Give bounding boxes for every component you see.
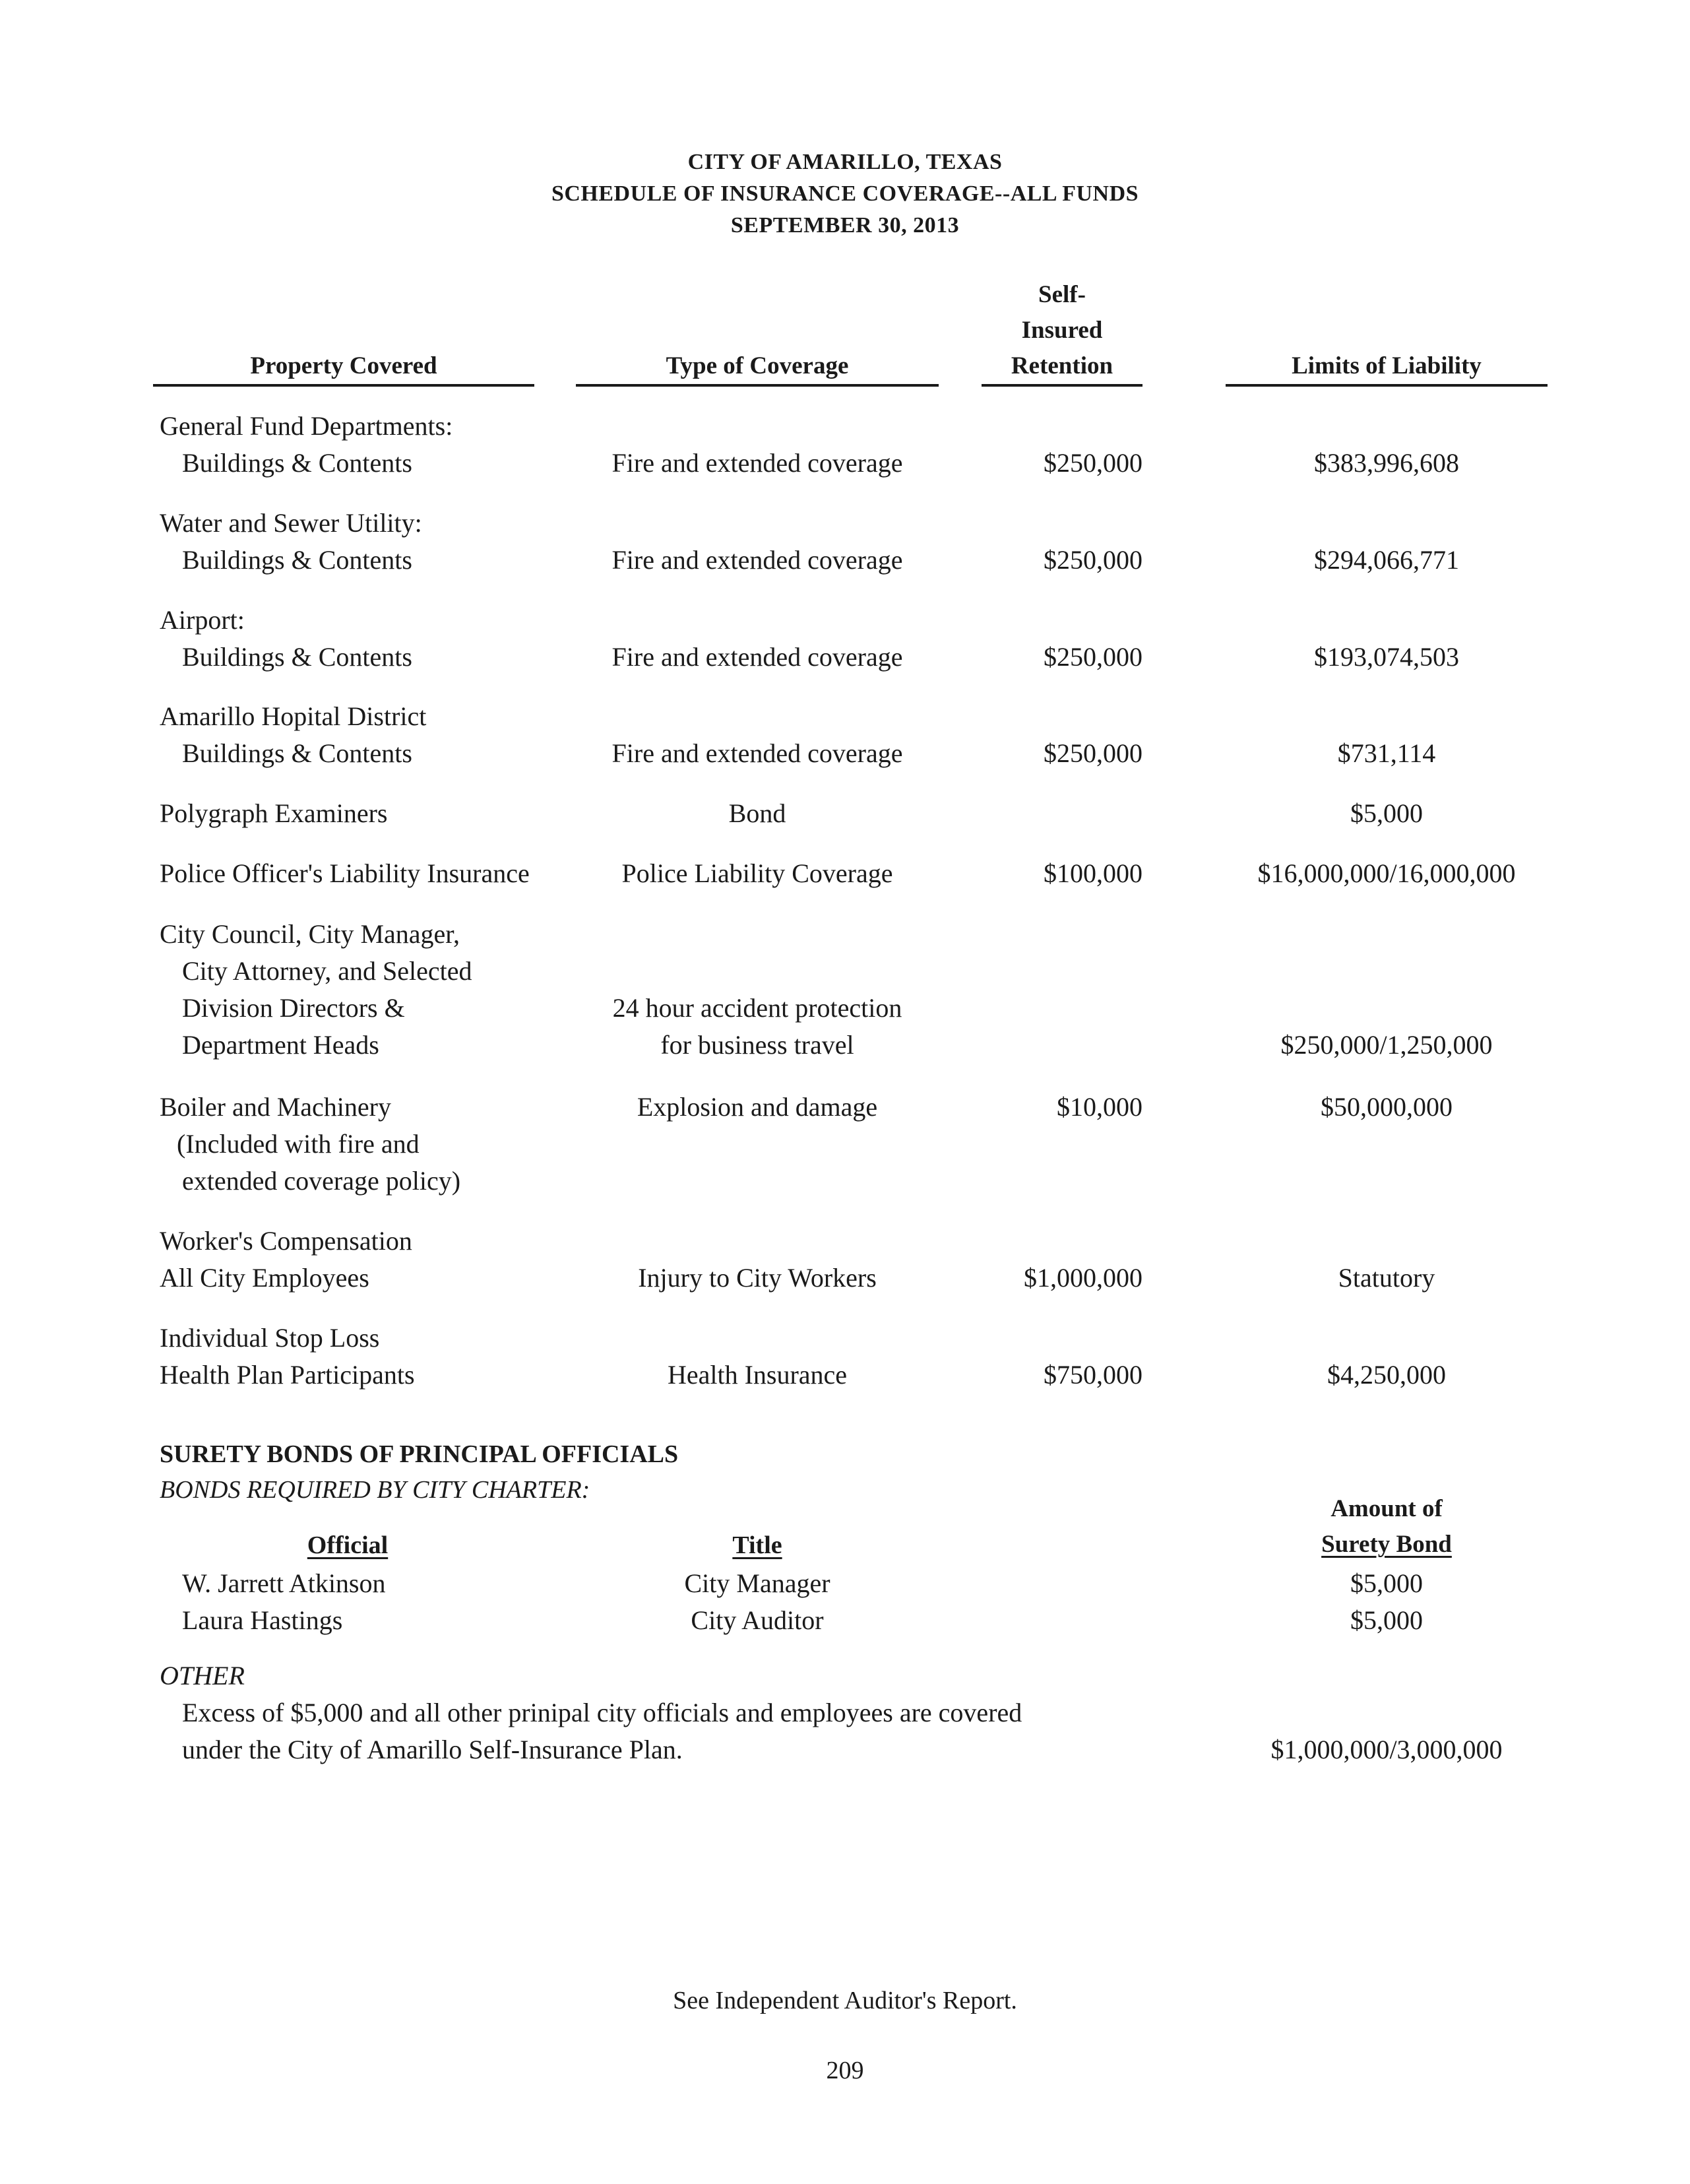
property-label: City Council, City Manager, xyxy=(160,919,460,949)
limit-of-liability: $4,250,000 xyxy=(1327,1360,1446,1390)
header-property-covered: Property Covered xyxy=(153,348,534,387)
property-label: Amarillo Hopital District xyxy=(160,701,427,731)
property-label: Police Officer's Liability Insurance xyxy=(160,858,530,888)
self-insured-retention: $250,000 xyxy=(1044,738,1142,768)
self-insured-retention: $250,000 xyxy=(1044,448,1142,478)
property-sublabel: All City Employees xyxy=(160,1263,369,1293)
header-official: Official xyxy=(307,1531,389,1559)
coverage-type: 24 hour accident protection for business travel xyxy=(612,993,902,1060)
surety-section-title: SURETY BONDS OF PRINCIPAL OFFICIALS xyxy=(160,1440,679,1468)
property-sublabel: Department Heads xyxy=(182,1030,379,1060)
coverage-type: Explosion and damage xyxy=(637,1092,878,1122)
property-label: General Fund Departments: xyxy=(160,411,453,441)
property-sublabel: Buildings & Contents xyxy=(182,642,412,672)
property-sublabel: Buildings & Contents xyxy=(182,448,412,478)
official-bond-amount: $5,000 xyxy=(1350,1568,1423,1598)
property-label: Individual Stop Loss xyxy=(160,1323,380,1353)
header-self-insured-retention: Self- Insured Retention xyxy=(982,277,1142,387)
self-insured-retention: $250,000 xyxy=(1044,642,1142,672)
limit-of-liability: $731,114 xyxy=(1337,738,1436,768)
property-sublabel: Buildings & Contents xyxy=(182,545,412,575)
limit-of-liability: $383,996,608 xyxy=(1314,448,1459,478)
header-title: Title xyxy=(732,1531,782,1559)
self-insured-retention: $1,000,000 xyxy=(1024,1263,1142,1293)
limit-of-liability: $50,000,000 xyxy=(1321,1092,1453,1122)
coverage-type: Health Insurance xyxy=(667,1360,848,1390)
title-city: CITY OF AMARILLO, TEXAS xyxy=(687,150,1003,174)
self-insured-retention: $100,000 xyxy=(1044,858,1142,888)
property-sublabel: City Attorney, and Selected xyxy=(182,956,472,986)
official-row xyxy=(0,1602,1690,1639)
official-title: City Manager xyxy=(684,1568,830,1598)
limit-of-liability: $250,000/1,250,000 xyxy=(1280,1030,1493,1060)
limit-of-liability: $294,066,771 xyxy=(1314,545,1459,575)
property-sublabel: (Included with fire and xyxy=(177,1129,420,1159)
surety-section-subtitle: BONDS REQUIRED BY CITY CHARTER: xyxy=(160,1476,590,1504)
coverage-type: Fire and extended coverage xyxy=(611,545,903,575)
other-label: OTHER xyxy=(160,1661,245,1690)
property-sublabel: Division Directors & xyxy=(182,993,405,1023)
header-surety-amount: Amount of Surety Bond xyxy=(1321,1495,1452,1558)
limit-of-liability: $5,000 xyxy=(1350,798,1423,828)
coverage-type: Fire and extended coverage xyxy=(611,642,903,672)
limit-of-liability: Statutory xyxy=(1338,1263,1435,1293)
title-schedule: SCHEDULE OF INSURANCE COVERAGE--ALL FUNDS xyxy=(551,181,1139,206)
official-title: City Auditor xyxy=(691,1605,824,1635)
document-title-block xyxy=(0,146,1690,241)
other-amount: $1,000,000/3,000,000 xyxy=(1270,1735,1503,1764)
limit-of-liability: $193,074,503 xyxy=(1314,642,1459,672)
property-label: Water and Sewer Utility: xyxy=(160,508,422,538)
header-type-of-coverage: Type of Coverage xyxy=(576,348,939,387)
property-label: Airport: xyxy=(160,605,245,635)
property-sublabel: extended coverage policy) xyxy=(182,1166,461,1196)
title-date: SEPTEMBER 30, 2013 xyxy=(730,213,960,238)
other-description: Excess of $5,000 and all other prinipal city officials and employees are covered under the City of Amarillo Self-Insurance Plan. xyxy=(182,1698,1022,1764)
self-insured-retention: $750,000 xyxy=(1044,1360,1142,1390)
property-label: Worker's Compensation xyxy=(160,1226,412,1256)
property-sublabel: Buildings & Contents xyxy=(182,738,412,768)
property-label: Boiler and Machinery xyxy=(160,1092,391,1122)
official-name: W. Jarrett Atkinson xyxy=(182,1568,386,1598)
property-sublabel: Health Plan Participants xyxy=(160,1360,415,1390)
footer-note: See Independent Auditor's Report. xyxy=(673,1987,1017,2014)
official-row xyxy=(0,1565,1690,1602)
self-insured-retention: $10,000 xyxy=(1057,1092,1142,1122)
limit-of-liability: $16,000,000/16,000,000 xyxy=(1257,858,1516,888)
coverage-type: Fire and extended coverage xyxy=(611,738,903,768)
official-bond-amount: $5,000 xyxy=(1350,1605,1423,1635)
coverage-type: Police Liability Coverage xyxy=(621,858,893,888)
official-name: Laura Hastings xyxy=(182,1605,343,1635)
coverage-type: Injury to City Workers xyxy=(638,1263,877,1293)
coverage-type: Fire and extended coverage xyxy=(611,448,903,478)
self-insured-retention: $250,000 xyxy=(1044,545,1142,575)
property-label: Polygraph Examiners xyxy=(160,798,388,828)
page-number: 209 xyxy=(826,2057,864,2084)
coverage-type: Bond xyxy=(728,798,786,828)
header-limits-of-liability: Limits of Liability xyxy=(1226,348,1548,387)
